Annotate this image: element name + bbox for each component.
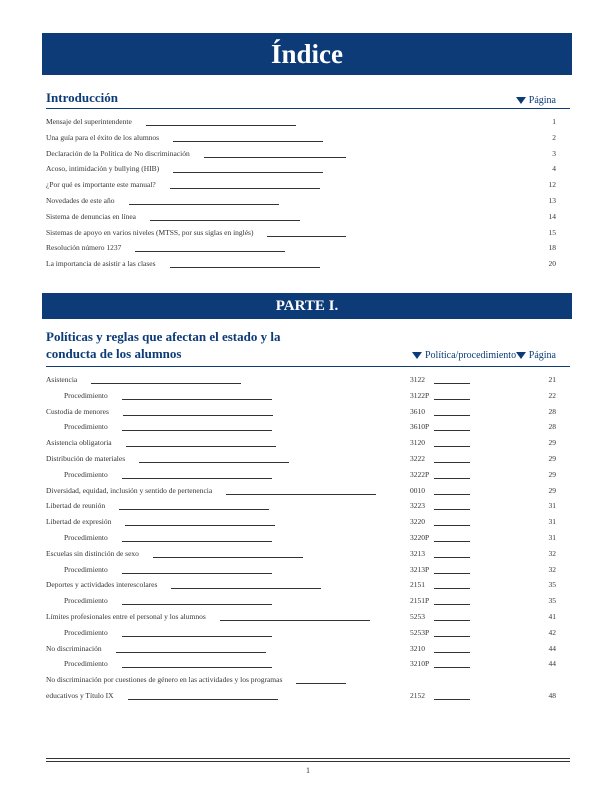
leader-line: [220, 620, 370, 621]
toc-entry-title: La importancia de asistir a las clases: [46, 259, 156, 269]
toc-entry[interactable]: [46, 593, 570, 609]
leader-line: [153, 557, 303, 558]
leader-line: [434, 541, 470, 542]
leader-line: [267, 236, 346, 237]
index-title-banner: [42, 33, 572, 75]
leader-line: [123, 415, 273, 416]
toc-entry-title: educativos y Título IX: [46, 690, 114, 700]
toc-entry-policy-code: 0010: [410, 485, 425, 495]
toc-entry-page: 42: [548, 627, 556, 637]
toc-entry-title: Novedades de este año: [46, 195, 115, 205]
intro-heading: Introducción: [46, 90, 118, 105]
leader-line: [122, 667, 272, 668]
toc-entry-policy-code: 3220P: [410, 532, 430, 542]
leader-line: [129, 204, 279, 205]
leader-line: [173, 172, 323, 173]
toc-entry-page: 29: [548, 485, 556, 495]
toc-entry-title: Distribución de materiales: [46, 453, 126, 463]
leader-line: [434, 588, 470, 589]
footer-rule: [46, 761, 570, 762]
toc-entry[interactable]: [46, 625, 570, 641]
toc-entry-policy-code: 3210P: [410, 659, 430, 669]
leader-line: [122, 430, 272, 431]
toc-entry[interactable]: [46, 404, 570, 420]
triangle-down-icon: [516, 352, 526, 359]
toc-entry[interactable]: [46, 209, 570, 225]
toc-entry-title: Diversidad, equidad, inclusión y sentido de pertenencia: [46, 485, 213, 495]
policy-column-label: [412, 347, 516, 364]
triangle-down-icon: [516, 97, 526, 104]
toc-entry-page: 20: [548, 259, 556, 269]
intro-list: [46, 114, 570, 272]
toc-entry-title: Sistema de denuncias en línea: [46, 211, 136, 221]
leader-line: [91, 383, 241, 384]
leader-line: [434, 462, 470, 463]
leader-line: [434, 525, 470, 526]
intro-page-column-label: [516, 95, 556, 106]
toc-entry-page: 21: [548, 375, 556, 384]
toc-entry-page: 4: [552, 164, 556, 174]
footer-page-number: 1: [306, 766, 310, 775]
leader-line: [173, 141, 323, 142]
toc-entry-policy-code: 3220: [410, 517, 425, 527]
toc-entry-title: Una guía para el éxito de los alumnos: [46, 132, 160, 142]
toc-entry[interactable]: [46, 498, 570, 514]
toc-entry-policy-code: 3223: [410, 501, 425, 511]
toc-entry-page: 18: [548, 243, 556, 253]
leader-line: [434, 573, 470, 574]
footer-rule: [46, 758, 570, 759]
toc-entry-title: Procedimiento: [64, 532, 108, 542]
toc-entry-page: 28: [548, 406, 556, 416]
toc-entry-title: Declaración de la Política de No discriminación: [46, 148, 190, 158]
toc-entry-title: Libertad de expresión: [46, 517, 112, 527]
leader-line: [434, 636, 470, 637]
toc-entry-page: 22: [548, 390, 556, 400]
toc-entry[interactable]: [46, 609, 570, 625]
toc-entry-page: 44: [548, 659, 556, 669]
toc-entry[interactable]: [46, 419, 570, 435]
toc-entry[interactable]: [46, 146, 570, 162]
toc-entry[interactable]: [46, 514, 570, 530]
leader-line: [434, 620, 470, 621]
toc-entry[interactable]: [46, 562, 570, 578]
toc-entry-title: Procedimiento: [64, 390, 108, 400]
toc-entry-page: 29: [548, 453, 556, 463]
toc-entry-policy-code: 3213P: [410, 564, 430, 574]
leader-line: [126, 446, 276, 447]
toc-entry[interactable]: [46, 372, 570, 388]
toc-entry[interactable]: [46, 256, 570, 272]
toc-entry-title: Procedimiento: [64, 422, 108, 432]
toc-entry-title: Procedimiento: [64, 469, 108, 479]
leader-line: [125, 525, 275, 526]
toc-entry-page: 14: [548, 211, 556, 221]
leader-line: [122, 478, 272, 479]
leader-line: [122, 573, 272, 574]
toc-entry-title: Asistencia obligatoria: [46, 438, 112, 448]
toc-entry-policy-code: 5253P: [410, 627, 430, 637]
toc-entry-policy-code: 2152: [410, 690, 425, 700]
leader-line: [122, 541, 272, 542]
toc-entry[interactable]: [46, 240, 570, 256]
toc-entry[interactable]: [46, 130, 570, 146]
leader-line: [434, 399, 470, 400]
toc-entry-policy-code: 3120: [410, 438, 425, 448]
toc-entry-title: No discriminación por cuestiones de género en las actividades y los programas: [46, 675, 283, 685]
toc-entry-policy-code: 3210: [410, 643, 425, 653]
toc-entry-page: 41: [548, 611, 556, 621]
toc-entry[interactable]: [46, 688, 570, 704]
toc-entry[interactable]: [46, 161, 570, 177]
toc-entry-policy-code: 3610: [410, 406, 425, 416]
toc-entry-title: Escuelas sin distinción de sexo: [46, 548, 139, 558]
page-column-text: Página: [528, 95, 556, 106]
toc-entry-page: 31: [548, 517, 556, 527]
leader-line: [122, 399, 272, 400]
leader-line: [296, 683, 346, 684]
toc-entry[interactable]: [46, 193, 570, 209]
toc-entry-page: 32: [548, 564, 556, 574]
toc-entry-title: Procedimiento: [64, 564, 108, 574]
toc-entry-policy-code: 3213: [410, 548, 425, 558]
toc-entry-page: 31: [548, 532, 556, 542]
toc-entry-title: Mensaje del superintendente: [46, 117, 132, 126]
toc-entry-page: 15: [548, 227, 556, 237]
toc-entry-policy-code: 2151P: [410, 596, 430, 606]
leader-line: [434, 446, 470, 447]
toc-entry[interactable]: [46, 641, 570, 657]
policies-heading-line2: conducta de los alumnos: [46, 346, 182, 361]
toc-entry-title: Deportes y actividades interescolares: [46, 580, 158, 590]
toc-entry-title: No discriminación: [46, 643, 102, 653]
toc-entry-page: 28: [548, 422, 556, 432]
leader-line: [434, 557, 470, 558]
leader-line: [204, 157, 346, 158]
toc-entry-title: Custodia de menores: [46, 406, 109, 416]
toc-entry-title: Procedimiento: [64, 596, 108, 606]
toc-entry-title: Sistemas de apoyo en varios niveles (MTSS, por sus siglas en inglés): [46, 227, 254, 237]
toc-entry-page: 29: [548, 438, 556, 448]
leader-line: [434, 430, 470, 431]
leader-line: [170, 188, 320, 189]
toc-entry[interactable]: [46, 435, 570, 451]
toc-entry[interactable]: [46, 225, 570, 241]
leader-line: [139, 462, 289, 463]
toc-entry-policy-code: 3122: [410, 375, 425, 384]
leader-line: [150, 220, 300, 221]
toc-entry-title: Libertad de reunión: [46, 501, 106, 511]
toc-entry-page: 3: [552, 148, 556, 158]
toc-entry-title: Procedimiento: [64, 627, 108, 637]
index-title: Índice: [270, 39, 343, 69]
toc-entry[interactable]: [46, 672, 570, 688]
toc-entry[interactable]: [46, 483, 570, 499]
leader-line: [128, 699, 278, 700]
toc-entry-policy-code: 3222P: [410, 469, 430, 479]
parte-title: PARTE I.: [275, 298, 339, 314]
toc-entry[interactable]: [46, 467, 570, 483]
toc-entry[interactable]: [46, 388, 570, 404]
leader-line: [434, 494, 470, 495]
parte-banner: [42, 293, 572, 319]
leader-line: [434, 667, 470, 668]
leader-line: [171, 588, 321, 589]
leader-line: [122, 604, 272, 605]
toc-entry-page: 29: [548, 469, 556, 479]
leader-line: [170, 267, 320, 268]
leader-line: [146, 125, 296, 126]
toc-entry-title: Acoso, intimidación y bullying (HIB): [46, 164, 160, 174]
toc-entry[interactable]: [46, 177, 570, 193]
toc-entry-policy-code: 3222: [410, 453, 425, 463]
toc-entry[interactable]: [46, 530, 570, 546]
toc-entry-page: 35: [548, 580, 556, 590]
toc-entry-page: 31: [548, 501, 556, 511]
toc-entry[interactable]: [46, 451, 570, 467]
leader-line: [434, 604, 470, 605]
leader-line: [226, 494, 376, 495]
leader-line: [434, 415, 470, 416]
toc-entry-title: Resolución número 1237: [46, 243, 122, 253]
intro-section-header: [46, 90, 570, 109]
toc-entry-title: Límites profesionales entre el personal y los alumnos: [46, 611, 206, 621]
toc-entry-page: 44: [548, 643, 556, 653]
leader-line: [434, 652, 470, 653]
policies-heading-line1: Políticas y reglas que afectan el estado y la: [46, 329, 281, 344]
toc-entry-page: 13: [548, 195, 556, 205]
toc-entry-page: 2: [552, 132, 556, 142]
policies-page-column-label: [516, 347, 556, 364]
toc-entry-policy-code: 2151: [410, 580, 425, 590]
page-column-text: Página: [528, 350, 556, 361]
toc-entry-policy-code: 3122P: [410, 390, 430, 400]
toc-entry-page: 1: [552, 117, 556, 126]
toc-entry-page: 35: [548, 596, 556, 606]
leader-line: [119, 509, 269, 510]
toc-entry[interactable]: [46, 546, 570, 562]
toc-entry-title: Asistencia: [46, 375, 78, 384]
toc-entry-title: Procedimiento: [64, 659, 108, 669]
leader-line: [434, 383, 470, 384]
triangle-down-icon: [412, 352, 422, 359]
leader-line: [434, 699, 470, 700]
leader-line: [122, 636, 272, 637]
toc-entry[interactable]: [46, 114, 570, 130]
toc-entry-policy-code: 3610P: [410, 422, 430, 432]
toc-entry[interactable]: [46, 656, 570, 672]
leader-line: [135, 251, 285, 252]
toc-entry-page: 12: [548, 180, 556, 190]
policies-list: [46, 372, 570, 704]
toc-entry-page: 48: [548, 690, 556, 700]
toc-entry[interactable]: [46, 577, 570, 593]
policy-column-text: Política/procedimiento: [425, 350, 517, 361]
leader-line: [116, 652, 266, 653]
toc-entry-title: ¿Por qué es importante este manual?: [46, 180, 156, 190]
policies-section-header: [46, 328, 570, 367]
leader-line: [434, 509, 470, 510]
leader-line: [434, 478, 470, 479]
toc-entry-policy-code: 5253: [410, 611, 425, 621]
toc-entry-page: 32: [548, 548, 556, 558]
